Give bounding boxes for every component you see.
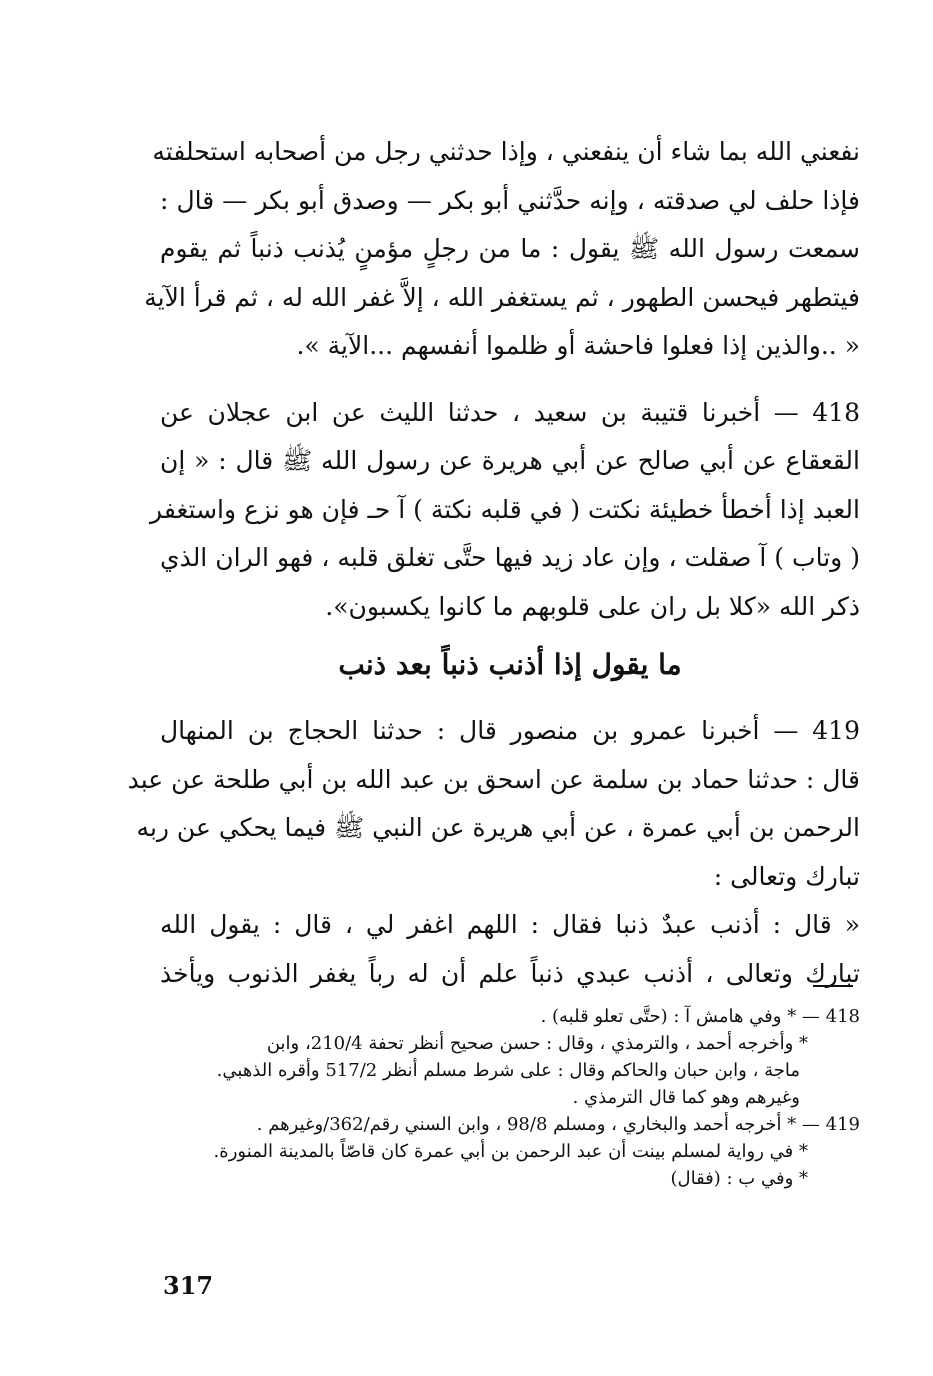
footnote-separator bbox=[813, 985, 853, 987]
text-line: « ..والذين إذا فعلوا فاحشة أو ظلموا أنفسهم ...الآية ». bbox=[296, 331, 860, 360]
text-line: 418 — أخبرنا قتيبة بن سعيد ، حدثنا الليث عن ابن عجلان عن bbox=[160, 397, 860, 427]
footnote-line: 419 — * أخرجه أحمد والبخاري ، ومسلم 98/8 ، وابن السني رقم/362/وغيرهم . bbox=[256, 1114, 860, 1135]
footnote-line: وغيرهم وهو كما قال الترمذي . bbox=[572, 1087, 800, 1108]
paragraph-hadith-quote bbox=[160, 901, 860, 998]
footnote-line: * وفي ب : (فقال) bbox=[670, 1168, 808, 1189]
main-text bbox=[127, 128, 860, 998]
text-line: « قال : أذنب عبدٌ ذنبا فقال : اللهم اغفر لي ، قال : يقول الله bbox=[160, 910, 860, 939]
text-line: قال : حدثنا حماد بن سلمة عن اسحق بن عبد الله بن أبي طلحة عن عبد bbox=[127, 764, 860, 794]
section-heading: ما يقول إذا أذنب ذنباً بعد ذنب bbox=[338, 648, 682, 681]
paragraph-419 bbox=[127, 707, 860, 901]
text-line: العبد إذا أخطأ خطيئة نكتت ( في قلبه نكتة ) آ حـ فإن هو نزع واستغفر bbox=[150, 494, 860, 524]
paragraph-418 bbox=[150, 389, 860, 632]
text-line: فإذا حلف لي صدقته ، وإنه حدَّثني أبو بكر — وصدق أبو بكر — قال : bbox=[160, 185, 860, 215]
text-line: تبارك وتعالى ، أذنب عبدي ذنباً علم أن له رباً يغفر الذنوب ويأخذ bbox=[160, 958, 860, 988]
text-line: نفعني الله بما شاء أن ينفعني ، وإذا حدثني رجل من أصحابه استحلفته bbox=[152, 137, 860, 166]
footnote-line: ماجة ، وابن حبان والحاكم وقال : على شرط مسلم أنظر 517/2 وأقره الذهبي. bbox=[216, 1060, 800, 1081]
page-number: 317 bbox=[163, 1271, 214, 1300]
text-line: سمعت رسول الله ﷺ يقول : ما من رجلٍ مؤمنٍ يُذنب ذنباً ثم يقوم bbox=[160, 234, 860, 263]
text-line: القعقاع عن أبي صالح عن أبي هريرة عن رسول الله ﷺ قال : « إن bbox=[160, 446, 860, 475]
text-line: ( وتاب ) آ صقلت ، وإن عاد زيد فيها حتَّى تغلق قلبه ، فهو الران الذي bbox=[160, 543, 860, 572]
footnote-line: * في رواية لمسلم بينت أن عبد الرحمن بن أبي عمرة كان قاصّاً بالمدينة المنورة. bbox=[213, 1141, 808, 1162]
footnote-line: 418 — * وفي هامش آ : (حتَّى تعلو قلبه) . bbox=[540, 1006, 860, 1027]
text-line: ذكر الله «كلا بل ران على قلوبهم ما كانوا يكسبون». bbox=[325, 591, 860, 621]
paragraph-1 bbox=[144, 128, 860, 371]
text-line: فيتطهر فيحسن الطهور ، ثم يستغفر الله ، إلاَّ غفر الله له ، ثم قرأ الآية bbox=[144, 282, 860, 312]
footnotes bbox=[160, 1003, 860, 1192]
text-line: الرحمن بن أبي عمرة ، عن أبي هريرة عن النبي ﷺ فيما يحكي عن ربه bbox=[136, 813, 860, 842]
footnote-line: * وأخرجه أحمد ، والترمذي ، وقال : حسن صحيح أنظر تحفة 210/4، وابن bbox=[266, 1033, 808, 1054]
text-line: 419 — أخبرنا عمرو بن منصور قال : حدثنا الحجاج بن المنهال bbox=[160, 716, 860, 745]
text-line: تبارك وتعالى : bbox=[713, 861, 860, 891]
